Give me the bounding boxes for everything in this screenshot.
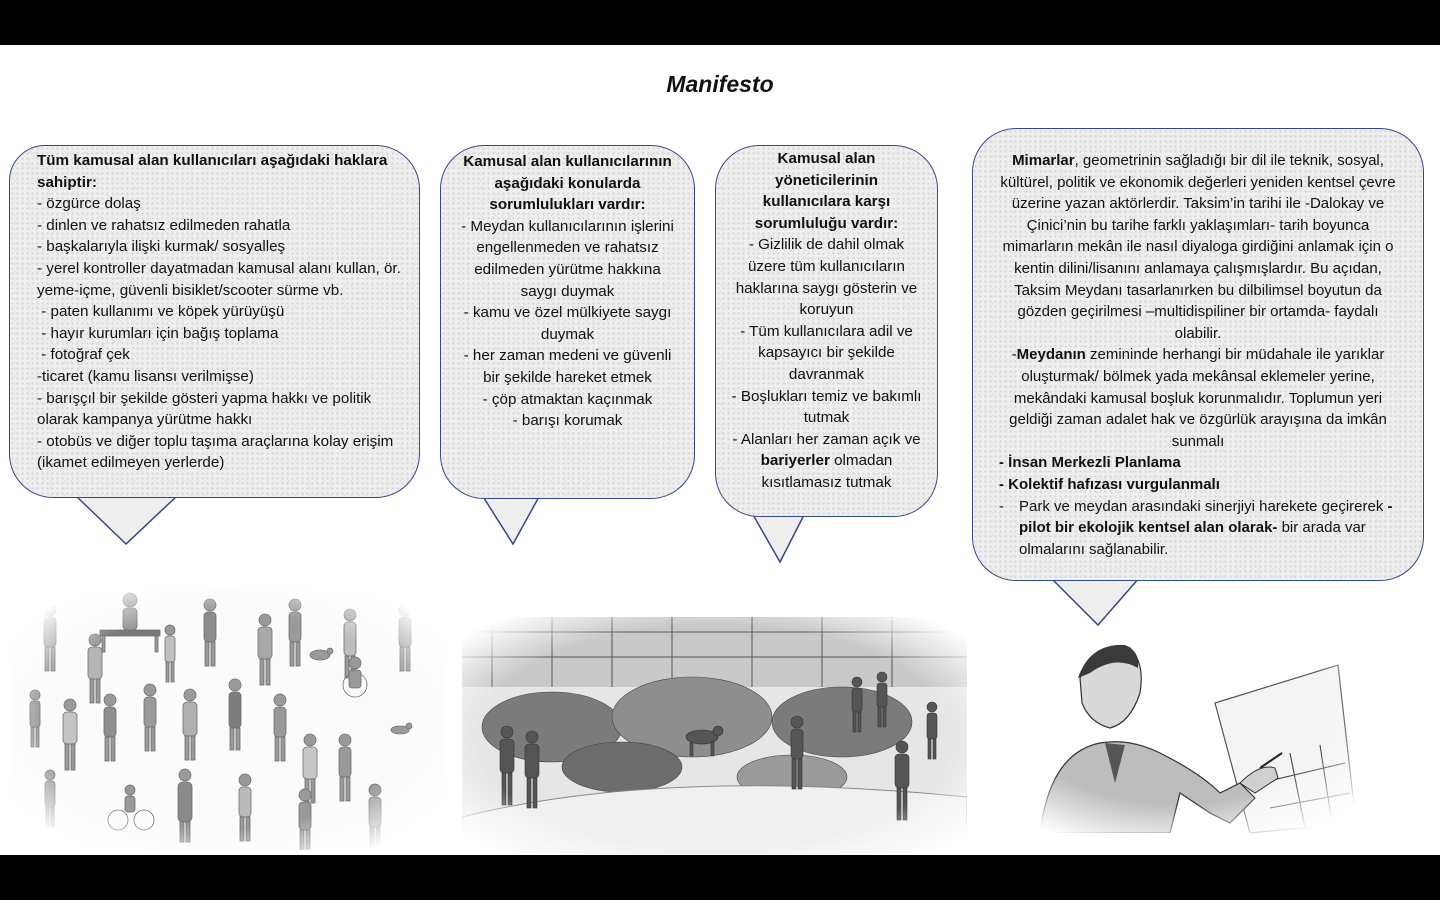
park-square-dash: - bbox=[999, 497, 1004, 515]
slide bbox=[0, 45, 1440, 855]
architects-paragraph bbox=[999, 150, 1397, 344]
architects-bubble bbox=[972, 128, 1424, 581]
slide-title: Manifesto bbox=[666, 71, 774, 97]
crowd-drawing bbox=[10, 590, 445, 850]
managers-bubble bbox=[715, 145, 938, 517]
manager-item: - Boşlukları temiz ve bakımlı tutmak bbox=[731, 387, 922, 427]
rights-item: - dinlen ve rahatsız edilmeden rahatla bbox=[37, 216, 291, 234]
rights-heading: Tüm kamusal alan kullanıcıları aşağıdaki haklara sahiptir: bbox=[37, 152, 388, 191]
park-illustration bbox=[462, 617, 967, 855]
responsibility-item: - kamu ve özel mülkiyete saygı duymak bbox=[463, 304, 672, 343]
park-square-bold: -pilot bir ekolojik kentsel alan olarak- bbox=[1019, 497, 1393, 537]
responsibility-item: - her zaman medeni ve güvenli bir şekilde hareket etmek bbox=[463, 347, 672, 386]
rights-item: - otobüs ve diğer toplu taşıma araçlarına kolay erişim (ikamet edilmeyen yerlerde) bbox=[37, 432, 394, 472]
architect-drawing bbox=[1020, 633, 1365, 833]
rights-item: -ticaret (kamu lisansı verilmişse) bbox=[37, 367, 254, 385]
park-square-item bbox=[999, 496, 1397, 561]
rights-bubble bbox=[9, 145, 420, 498]
square-paragraph bbox=[999, 344, 1397, 452]
rights-item: - yerel kontroller dayatmadan kamusal alanı kullan, ör. yeme-içme, güvenli bisiklet/scooter sürme vb. bbox=[37, 259, 401, 299]
architects-bold: Mimarlar bbox=[1012, 152, 1075, 169]
manager-item-bold: bariyerler bbox=[760, 452, 830, 470]
manager-item bbox=[730, 429, 923, 494]
rights-item: - barışçıl bir şekilde gösteri yapma hakkı ve politik olarak kampanya yürütme hakkı bbox=[37, 389, 372, 429]
manager-item-text: olmadan kısıtlamasız tutmak bbox=[761, 452, 893, 491]
park-square-post: bir arada var olmalarını sağlanabilir. bbox=[1019, 519, 1366, 558]
collective-memory-item: - Kolektif hafızası vurgulanmalı bbox=[999, 475, 1220, 493]
square-dash: - bbox=[1011, 346, 1017, 364]
manager-item: - Gizlilik de dahil olmak üzere tüm kullanıcıların haklarına saygı gösterin ve koruyun bbox=[735, 236, 918, 319]
park-square-text bbox=[1019, 496, 1397, 561]
architects-text: , geometrinin sağladığı bir dil ile teknik, sosyal, kültürel, politik ve ekonomik değerleri yeniden kentsel çevre üzerine yazan aktörlerdir. Taksim’in tarihi ile -Dalokay ve Çinici’nin bu tarihe farklı yaklaşımları- tarih boyunca mimarların mekân ile nasıl diyaloga girdiğini anlamak için o kentin dilini/lisanını anlamaya çalışmışlardır. Bu açıdan, Taksim Meydanı tasarlanırken bu dilbilimsel boyutun da gözden geçirilmesi –multidispiliner bir ortamda- faydalı olabilir. bbox=[1000, 152, 1396, 342]
responsibilities-bubble bbox=[440, 145, 695, 499]
responsibility-item: - çöp atmaktan kaçınmak bbox=[482, 390, 653, 408]
managers-heading: Kamusal alan yöneticilerinin kullanıcılara karşı sorumluluğu vardır: bbox=[754, 150, 899, 232]
manager-item: - Tüm kullanıcılara adil ve kapsayıcı bir şekilde davranmak bbox=[740, 322, 913, 383]
square-bold: Meydanın bbox=[1016, 346, 1086, 364]
rights-item: - hayır kurumları için bağış toplama bbox=[37, 324, 279, 342]
responsibility-item: - Meydan kullanıcılarının işlerini engellenmeden ve rahatsız edilmeden yürütme hakkına saygı duymak bbox=[461, 217, 674, 300]
rights-item: - özgürce dolaş bbox=[37, 195, 141, 213]
rights-item: - paten kullanımı ve köpek yürüyüşü bbox=[37, 303, 285, 321]
crowd-illustration bbox=[10, 590, 445, 850]
rights-item: - fotoğraf çek bbox=[37, 346, 130, 364]
responsibility-item: - barışı korumak bbox=[512, 412, 623, 430]
human-centered-item: - İnsan Merkezli Planlama bbox=[999, 454, 1181, 472]
park-square-pre: Park ve meydan arasındaki sinerjiyi harekete geçirerek bbox=[1019, 497, 1388, 515]
responsibilities-heading: Kamusal alan kullanıcılarının aşağıdaki konularda sorumlulukları vardır: bbox=[463, 153, 672, 214]
rights-item: - başkalarıyla ilişki kurmak/ sosyalleş bbox=[37, 238, 286, 256]
architect-illustration bbox=[1020, 633, 1365, 833]
manager-item-text: - Alanları her zaman açık ve bbox=[732, 430, 921, 448]
park-drawing bbox=[462, 617, 967, 855]
square-text: zemininde herhangi bir müdahale ile yarıklar oluşturmak/ bölmek yada mekânsal eklemeler yerine, mekândaki kamusal boşluk korunmalıdır. Toplumun yeri geldiği zaman adalet hak ve özgürlük arayışına da imkân sunmalı bbox=[1009, 346, 1387, 450]
